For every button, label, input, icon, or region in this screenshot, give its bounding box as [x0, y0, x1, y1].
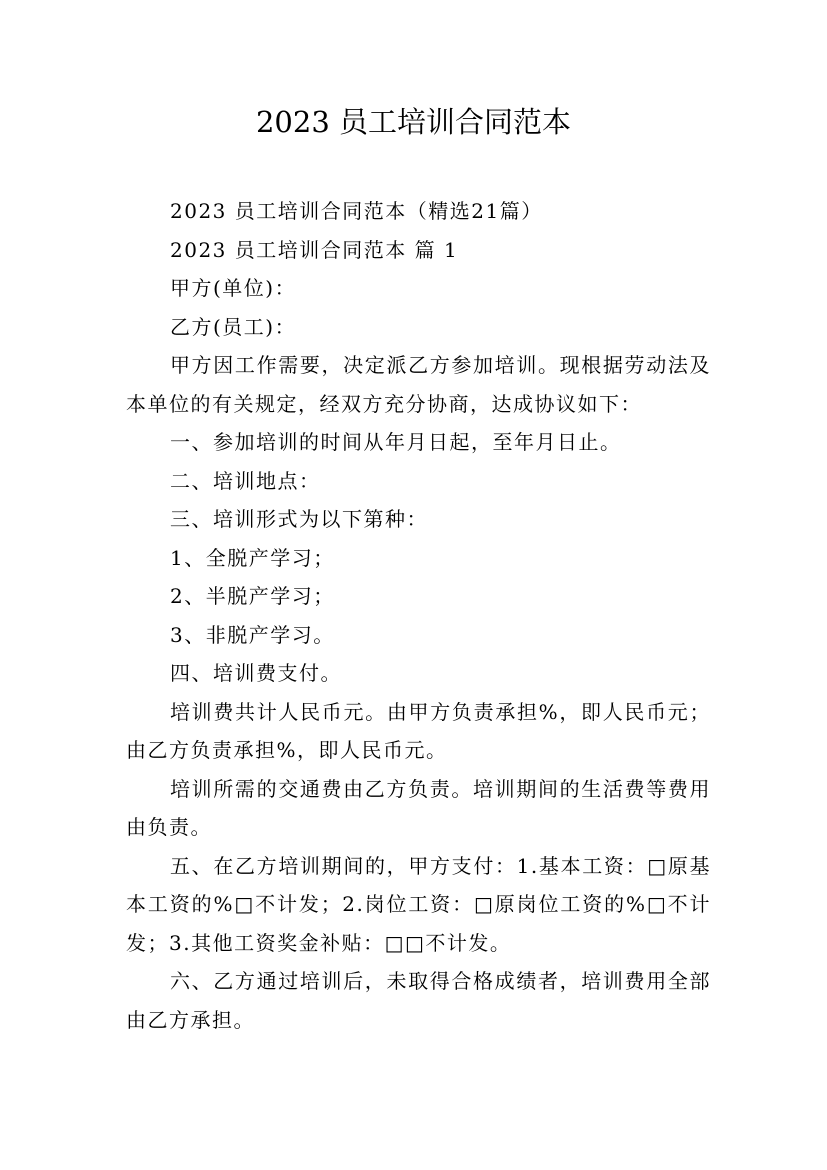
paragraph-option-2: 2、半脱产学习；: [170, 584, 335, 608]
paragraph-subtitle: 2023 员工培训合同范本（精选21篇）: [170, 199, 543, 223]
paragraph-clause-2: 二、培训地点：: [170, 468, 321, 493]
paragraph-section-heading: 2023 员工培训合同范本 篇 1: [170, 237, 459, 262]
paragraph-party-a: 甲方(单位)：: [170, 276, 297, 300]
paragraph-party-b: 乙方(员工)：: [170, 314, 297, 339]
paragraph-clause-4: 四、培训费支付。: [170, 661, 342, 685]
paragraph-option-1: 1、全脱产学习；: [170, 545, 335, 570]
paragraph-option-3: 3、非脱产学习。: [170, 622, 335, 647]
paragraph-clause-1: 一、参加培训的时间从年月日起，至年月日止。: [170, 430, 622, 454]
paragraph-fee-transport: 培训所需的交通费由乙方负责。培训期间的生活费等费用由负责。: [126, 776, 711, 839]
paragraph-clause-6: 六、乙方通过培训后，未取得合格成绩者，培训费用全部由乙方承担。: [126, 969, 711, 1032]
paragraph-clause-3: 三、培训形式为以下第种：: [170, 507, 428, 531]
paragraph-fee-total: 培训费共计人民币元。由甲方负责承担%，即人民币元；由乙方负责承担%，即人民币元。: [126, 699, 711, 762]
paragraph-clause-5: 五、在乙方培训期间的，甲方支付：1.基本工资：□原基本工资的%□不计发；2.岗位工资：□原岗位工资的%□不计发；3.其他工资奖金补贴：□□不计发。: [126, 853, 711, 955]
document-body: [126, 192, 711, 1039]
paragraph-preamble: 甲方因工作需要，决定派乙方参加培训。现根据劳动法及本单位的有关规定，经双方充分协商，达成协议如下：: [126, 353, 711, 416]
document-title: 2023 员工培训合同范本: [255, 105, 572, 139]
